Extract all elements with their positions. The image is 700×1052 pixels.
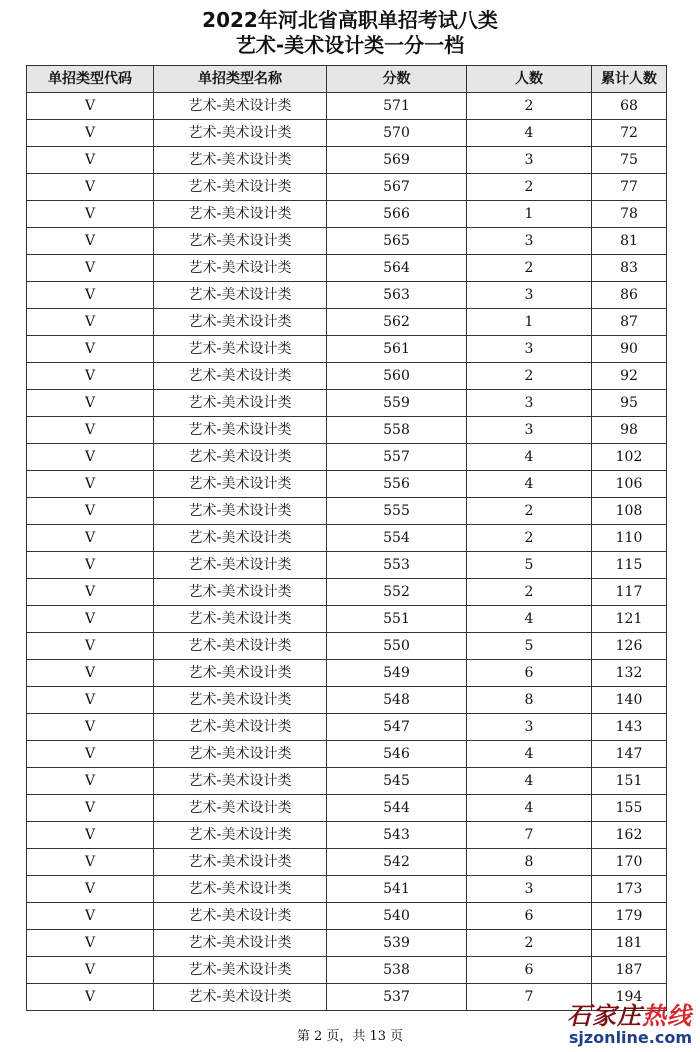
cell-code: V <box>27 660 154 687</box>
cell-count: 3 <box>467 417 592 444</box>
cell-code: V <box>27 741 154 768</box>
cell-cumulative: 194 <box>592 984 667 1011</box>
cell-code: V <box>27 444 154 471</box>
cell-code: V <box>27 93 154 120</box>
cell-count: 1 <box>467 201 592 228</box>
cell-count: 5 <box>467 633 592 660</box>
cell-count: 4 <box>467 444 592 471</box>
cell-score: 565 <box>327 228 467 255</box>
cell-score: 566 <box>327 201 467 228</box>
cell-score: 564 <box>327 255 467 282</box>
cell-cumulative: 179 <box>592 903 667 930</box>
cell-count: 2 <box>467 174 592 201</box>
table-row <box>27 120 667 147</box>
cell-count: 4 <box>467 471 592 498</box>
cell-code: V <box>27 606 154 633</box>
cell-score: 567 <box>327 174 467 201</box>
cell-cumulative: 173 <box>592 876 667 903</box>
cell-cumulative: 147 <box>592 741 667 768</box>
cell-code: V <box>27 174 154 201</box>
cell-cumulative: 81 <box>592 228 667 255</box>
cell-cumulative: 78 <box>592 201 667 228</box>
cell-score: 553 <box>327 552 467 579</box>
cell-cumulative: 77 <box>592 174 667 201</box>
cell-code: V <box>27 687 154 714</box>
cell-cumulative: 132 <box>592 660 667 687</box>
cell-name: 艺术-美术设计类 <box>154 687 327 714</box>
cell-cumulative: 90 <box>592 336 667 363</box>
page-title: 2022年河北省高职单招考试八类 <box>202 8 498 32</box>
cell-name: 艺术-美术设计类 <box>154 579 327 606</box>
cell-score: 549 <box>327 660 467 687</box>
table-row <box>27 444 667 471</box>
cell-name: 艺术-美术设计类 <box>154 741 327 768</box>
cell-name: 艺术-美术设计类 <box>154 849 327 876</box>
watermark-brand <box>542 1003 692 1029</box>
cell-code: V <box>27 201 154 228</box>
cell-score: 561 <box>327 336 467 363</box>
cell-code: V <box>27 849 154 876</box>
cell-score: 540 <box>327 903 467 930</box>
cell-score: 544 <box>327 795 467 822</box>
cell-count: 6 <box>467 903 592 930</box>
table-row <box>27 336 667 363</box>
cell-name: 艺术-美术设计类 <box>154 444 327 471</box>
cell-code: V <box>27 228 154 255</box>
cell-cumulative: 86 <box>592 282 667 309</box>
page-subtitle: 艺术-美术设计类一分一档 <box>235 33 465 57</box>
cell-count: 6 <box>467 957 592 984</box>
cell-name: 艺术-美术设计类 <box>154 336 327 363</box>
cell-code: V <box>27 417 154 444</box>
cell-count: 3 <box>467 714 592 741</box>
table-row <box>27 957 667 984</box>
cell-code: V <box>27 876 154 903</box>
cell-name: 艺术-美术设计类 <box>154 417 327 444</box>
table-row <box>27 417 667 444</box>
cell-count: 2 <box>467 363 592 390</box>
cell-name: 艺术-美术设计类 <box>154 795 327 822</box>
cell-score: 559 <box>327 390 467 417</box>
cell-count: 6 <box>467 660 592 687</box>
table-row <box>27 147 667 174</box>
page-footer: 第 2 页，共 13 页 <box>296 1029 404 1044</box>
cell-cumulative: 106 <box>592 471 667 498</box>
cell-name: 艺术-美术设计类 <box>154 660 327 687</box>
cell-cumulative: 170 <box>592 849 667 876</box>
cell-name: 艺术-美术设计类 <box>154 120 327 147</box>
cell-score: 560 <box>327 363 467 390</box>
cell-code: V <box>27 390 154 417</box>
cell-name: 艺术-美术设计类 <box>154 282 327 309</box>
table-row <box>27 552 667 579</box>
cell-code: V <box>27 633 154 660</box>
cell-name: 艺术-美术设计类 <box>154 498 327 525</box>
cell-score: 562 <box>327 309 467 336</box>
cell-cumulative: 102 <box>592 444 667 471</box>
column-header-name: 单招类型名称 <box>154 66 327 93</box>
cell-score: 545 <box>327 768 467 795</box>
table-row <box>27 228 667 255</box>
cell-score: 537 <box>327 984 467 1011</box>
cell-name: 艺术-美术设计类 <box>154 93 327 120</box>
cell-name: 艺术-美术设计类 <box>154 552 327 579</box>
cell-name: 艺术-美术设计类 <box>154 768 327 795</box>
cell-count: 3 <box>467 228 592 255</box>
cell-score: 551 <box>327 606 467 633</box>
cell-count: 4 <box>467 795 592 822</box>
cell-name: 艺术-美术设计类 <box>154 633 327 660</box>
cell-cumulative: 98 <box>592 417 667 444</box>
table-row <box>27 930 667 957</box>
cell-name: 艺术-美术设计类 <box>154 984 327 1011</box>
cell-code: V <box>27 930 154 957</box>
cell-code: V <box>27 363 154 390</box>
cell-code: V <box>27 498 154 525</box>
table-row <box>27 903 667 930</box>
cell-count: 5 <box>467 552 592 579</box>
column-header-count: 人数 <box>467 66 592 93</box>
cell-cumulative: 181 <box>592 930 667 957</box>
cell-cumulative: 151 <box>592 768 667 795</box>
cell-count: 2 <box>467 93 592 120</box>
cell-score: 558 <box>327 417 467 444</box>
cell-cumulative: 126 <box>592 633 667 660</box>
table-row <box>27 849 667 876</box>
cell-code: V <box>27 309 154 336</box>
cell-count: 3 <box>467 147 592 174</box>
table-row <box>27 390 667 417</box>
cell-name: 艺术-美术设计类 <box>154 228 327 255</box>
cell-name: 艺术-美术设计类 <box>154 525 327 552</box>
cell-score: 557 <box>327 444 467 471</box>
cell-cumulative: 92 <box>592 363 667 390</box>
cell-cumulative: 72 <box>592 120 667 147</box>
cell-count: 4 <box>467 768 592 795</box>
cell-count: 1 <box>467 309 592 336</box>
cell-code: V <box>27 768 154 795</box>
cell-score: 542 <box>327 849 467 876</box>
cell-code: V <box>27 525 154 552</box>
cell-code: V <box>27 957 154 984</box>
cell-cumulative: 115 <box>592 552 667 579</box>
table-row <box>27 687 667 714</box>
cell-cumulative: 121 <box>592 606 667 633</box>
cell-name: 艺术-美术设计类 <box>154 471 327 498</box>
cell-code: V <box>27 714 154 741</box>
cell-code: V <box>27 579 154 606</box>
cell-name: 艺术-美术设计类 <box>154 714 327 741</box>
cell-score: 539 <box>327 930 467 957</box>
cell-name: 艺术-美术设计类 <box>154 390 327 417</box>
cell-cumulative: 108 <box>592 498 667 525</box>
cell-code: V <box>27 147 154 174</box>
column-header-cumulative: 累计人数 <box>592 66 667 93</box>
cell-name: 艺术-美术设计类 <box>154 957 327 984</box>
table-row <box>27 579 667 606</box>
cell-cumulative: 143 <box>592 714 667 741</box>
table-row <box>27 201 667 228</box>
cell-name: 艺术-美术设计类 <box>154 255 327 282</box>
column-header-code: 单招类型代码 <box>27 66 154 93</box>
cell-count: 2 <box>467 579 592 606</box>
table-row <box>27 633 667 660</box>
cell-count: 3 <box>467 336 592 363</box>
cell-count: 3 <box>467 390 592 417</box>
cell-count: 4 <box>467 741 592 768</box>
cell-code: V <box>27 255 154 282</box>
table-row <box>27 714 667 741</box>
table-row <box>27 741 667 768</box>
cell-code: V <box>27 822 154 849</box>
cell-count: 4 <box>467 606 592 633</box>
cell-count: 2 <box>467 930 592 957</box>
table-row <box>27 606 667 633</box>
cell-cumulative: 95 <box>592 390 667 417</box>
table-row <box>27 255 667 282</box>
cell-count: 7 <box>467 984 592 1011</box>
cell-name: 艺术-美术设计类 <box>154 201 327 228</box>
watermark-url: sjzonline.com <box>568 1028 692 1047</box>
table-row <box>27 876 667 903</box>
table-row <box>27 174 667 201</box>
cell-name: 艺术-美术设计类 <box>154 876 327 903</box>
table-row <box>27 795 667 822</box>
cell-name: 艺术-美术设计类 <box>154 174 327 201</box>
watermark-brand-a: 石家庄 <box>567 1002 642 1030</box>
cell-score: 543 <box>327 822 467 849</box>
cell-name: 艺术-美术设计类 <box>154 147 327 174</box>
cell-code: V <box>27 336 154 363</box>
cell-score: 570 <box>327 120 467 147</box>
cell-score: 556 <box>327 471 467 498</box>
cell-cumulative: 140 <box>592 687 667 714</box>
cell-code: V <box>27 552 154 579</box>
table-row <box>27 93 667 120</box>
cell-count: 3 <box>467 282 592 309</box>
cell-score: 569 <box>327 147 467 174</box>
cell-code: V <box>27 984 154 1011</box>
cell-cumulative: 87 <box>592 309 667 336</box>
cell-count: 3 <box>467 876 592 903</box>
table-row <box>27 822 667 849</box>
cell-count: 2 <box>467 255 592 282</box>
cell-count: 7 <box>467 822 592 849</box>
cell-score: 563 <box>327 282 467 309</box>
cell-score: 571 <box>327 93 467 120</box>
cell-name: 艺术-美术设计类 <box>154 309 327 336</box>
table-row <box>27 525 667 552</box>
table-header-row <box>27 66 667 93</box>
table-row <box>27 660 667 687</box>
table-row <box>27 768 667 795</box>
table-row <box>27 282 667 309</box>
cell-score: 546 <box>327 741 467 768</box>
table-row <box>27 309 667 336</box>
cell-name: 艺术-美术设计类 <box>154 606 327 633</box>
score-table <box>26 65 667 1011</box>
site-watermark <box>542 1003 692 1049</box>
cell-score: 555 <box>327 498 467 525</box>
table-row <box>27 471 667 498</box>
cell-score: 554 <box>327 525 467 552</box>
cell-code: V <box>27 120 154 147</box>
cell-code: V <box>27 471 154 498</box>
cell-name: 艺术-美术设计类 <box>154 930 327 957</box>
cell-count: 8 <box>467 849 592 876</box>
cell-cumulative: 187 <box>592 957 667 984</box>
cell-cumulative: 68 <box>592 93 667 120</box>
cell-code: V <box>27 795 154 822</box>
cell-score: 552 <box>327 579 467 606</box>
cell-count: 8 <box>467 687 592 714</box>
cell-count: 2 <box>467 525 592 552</box>
cell-score: 538 <box>327 957 467 984</box>
cell-score: 541 <box>327 876 467 903</box>
cell-count: 2 <box>467 498 592 525</box>
cell-cumulative: 117 <box>592 579 667 606</box>
cell-count: 4 <box>467 120 592 147</box>
cell-score: 550 <box>327 633 467 660</box>
cell-score: 547 <box>327 714 467 741</box>
table-row <box>27 363 667 390</box>
watermark-brand-b: 热线 <box>642 1002 692 1030</box>
cell-code: V <box>27 903 154 930</box>
cell-cumulative: 110 <box>592 525 667 552</box>
cell-cumulative: 162 <box>592 822 667 849</box>
cell-name: 艺术-美术设计类 <box>154 903 327 930</box>
cell-code: V <box>27 282 154 309</box>
column-header-score: 分数 <box>327 66 467 93</box>
cell-cumulative: 83 <box>592 255 667 282</box>
table-row <box>27 498 667 525</box>
cell-score: 548 <box>327 687 467 714</box>
cell-name: 艺术-美术设计类 <box>154 363 327 390</box>
cell-cumulative: 155 <box>592 795 667 822</box>
cell-cumulative: 75 <box>592 147 667 174</box>
cell-name: 艺术-美术设计类 <box>154 822 327 849</box>
